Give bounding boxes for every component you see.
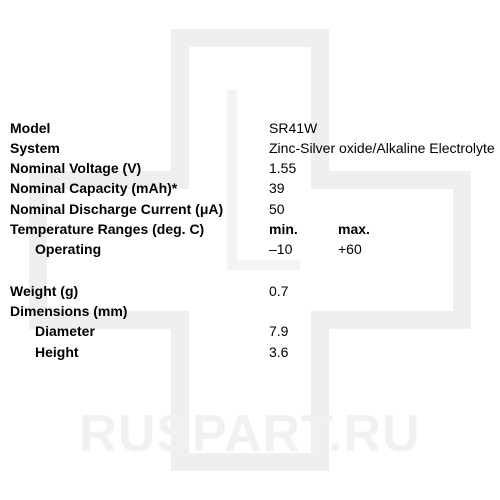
nominal-voltage-label: Nominal Voltage (V) — [10, 160, 142, 176]
nominal-capacity-value: 39 — [269, 180, 285, 196]
operating-label: Operating — [35, 241, 102, 257]
diameter-value: 7.9 — [269, 323, 289, 339]
nominal-voltage-value: 1.55 — [269, 160, 297, 176]
height-value: 3.6 — [269, 344, 289, 360]
temperature-ranges-label: Temperature Ranges (deg. C) — [10, 221, 205, 237]
weight-label: Weight (g) — [10, 283, 79, 299]
model-value: SR41W — [269, 120, 318, 136]
model-label: Model — [10, 120, 51, 136]
temperature-min-header: min. — [269, 221, 298, 237]
nominal-capacity-label: Nominal Capacity (mAh)* — [10, 180, 178, 196]
weight-value: 0.7 — [269, 283, 289, 299]
diameter-label: Diameter — [35, 323, 95, 339]
discharge-current-value: 50 — [269, 201, 285, 217]
system-label: System — [10, 140, 60, 156]
discharge-current-label: Nominal Discharge Current (μA) — [10, 201, 224, 217]
system-value: Zinc-Silver oxide/Alkaline Electrolyte — [269, 140, 495, 156]
watermark-text: RUSPART.RU — [79, 405, 421, 463]
temperature-max-header: max. — [338, 221, 370, 237]
operating-max-value: +60 — [338, 241, 362, 257]
dimensions-label: Dimensions (mm) — [10, 303, 128, 319]
operating-min-value: –10 — [269, 241, 293, 257]
height-label: Height — [35, 344, 79, 360]
